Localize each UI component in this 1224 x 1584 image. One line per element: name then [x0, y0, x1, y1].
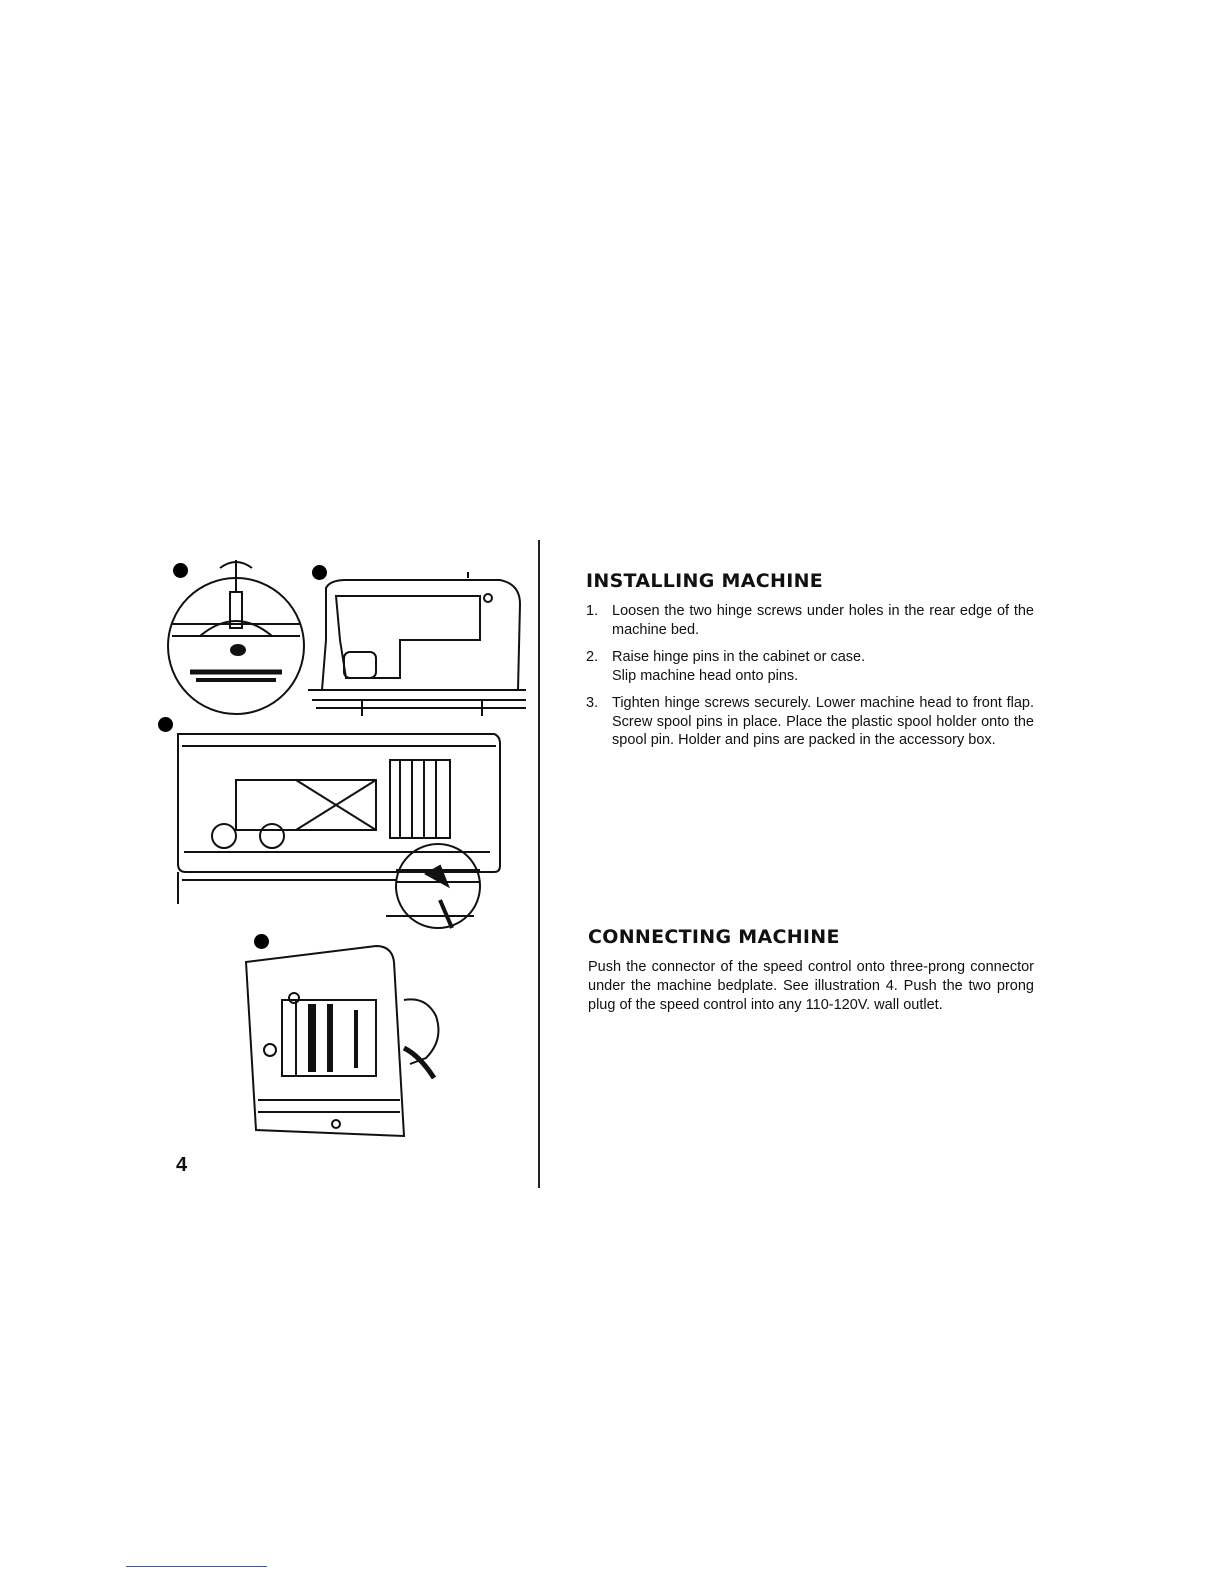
- step-text: Raise hinge pins in the cabinet or case.: [612, 649, 866, 665]
- column-divider: [538, 540, 540, 1188]
- step-item: [586, 694, 1034, 750]
- step-number: 2.: [586, 649, 599, 665]
- hinge-screw-closeup-icon: [168, 560, 304, 714]
- step-text: Loosen the two hinge screws under holes in the rear edge of the machine bed.: [612, 603, 1034, 638]
- illustrations: [0, 0, 540, 1150]
- step-item: [586, 648, 1034, 685]
- step-number: 3.: [586, 695, 599, 711]
- step-text-continued: Slip machine head onto pins.: [612, 667, 799, 684]
- speed-control-connector-icon: [246, 946, 438, 1136]
- step-number: 1.: [586, 603, 599, 619]
- connecting-text: Push the connector of the speed control onto three-prong connector under the machine bedplate. See illustration 4. Push the two prong plug of the speed control into any 110-120V. wall outlet.: [588, 959, 1034, 1013]
- sewing-machine-head-icon: [308, 572, 526, 716]
- step-text: Tighten hinge screws securely. Lower machine head to front flap. Screw spool pins in place. Place the plastic spool holder onto the spool pin. Holder and pins are packed in the accessory box.: [612, 695, 1034, 748]
- footer-rule: [126, 1566, 267, 1567]
- illustration-marker-3: [158, 717, 173, 732]
- illustration-marker-2: [312, 565, 327, 580]
- installing-steps: [586, 602, 1034, 759]
- illustration-marker-1: [173, 563, 188, 578]
- machine-underside-icon: [178, 734, 500, 928]
- connecting-heading: CONNECTING MACHINE: [588, 926, 840, 948]
- step-item: [586, 602, 1034, 639]
- installing-heading: INSTALLING MACHINE: [586, 570, 824, 592]
- page-number: 4: [176, 1154, 188, 1176]
- illustration-marker-4: [254, 934, 269, 949]
